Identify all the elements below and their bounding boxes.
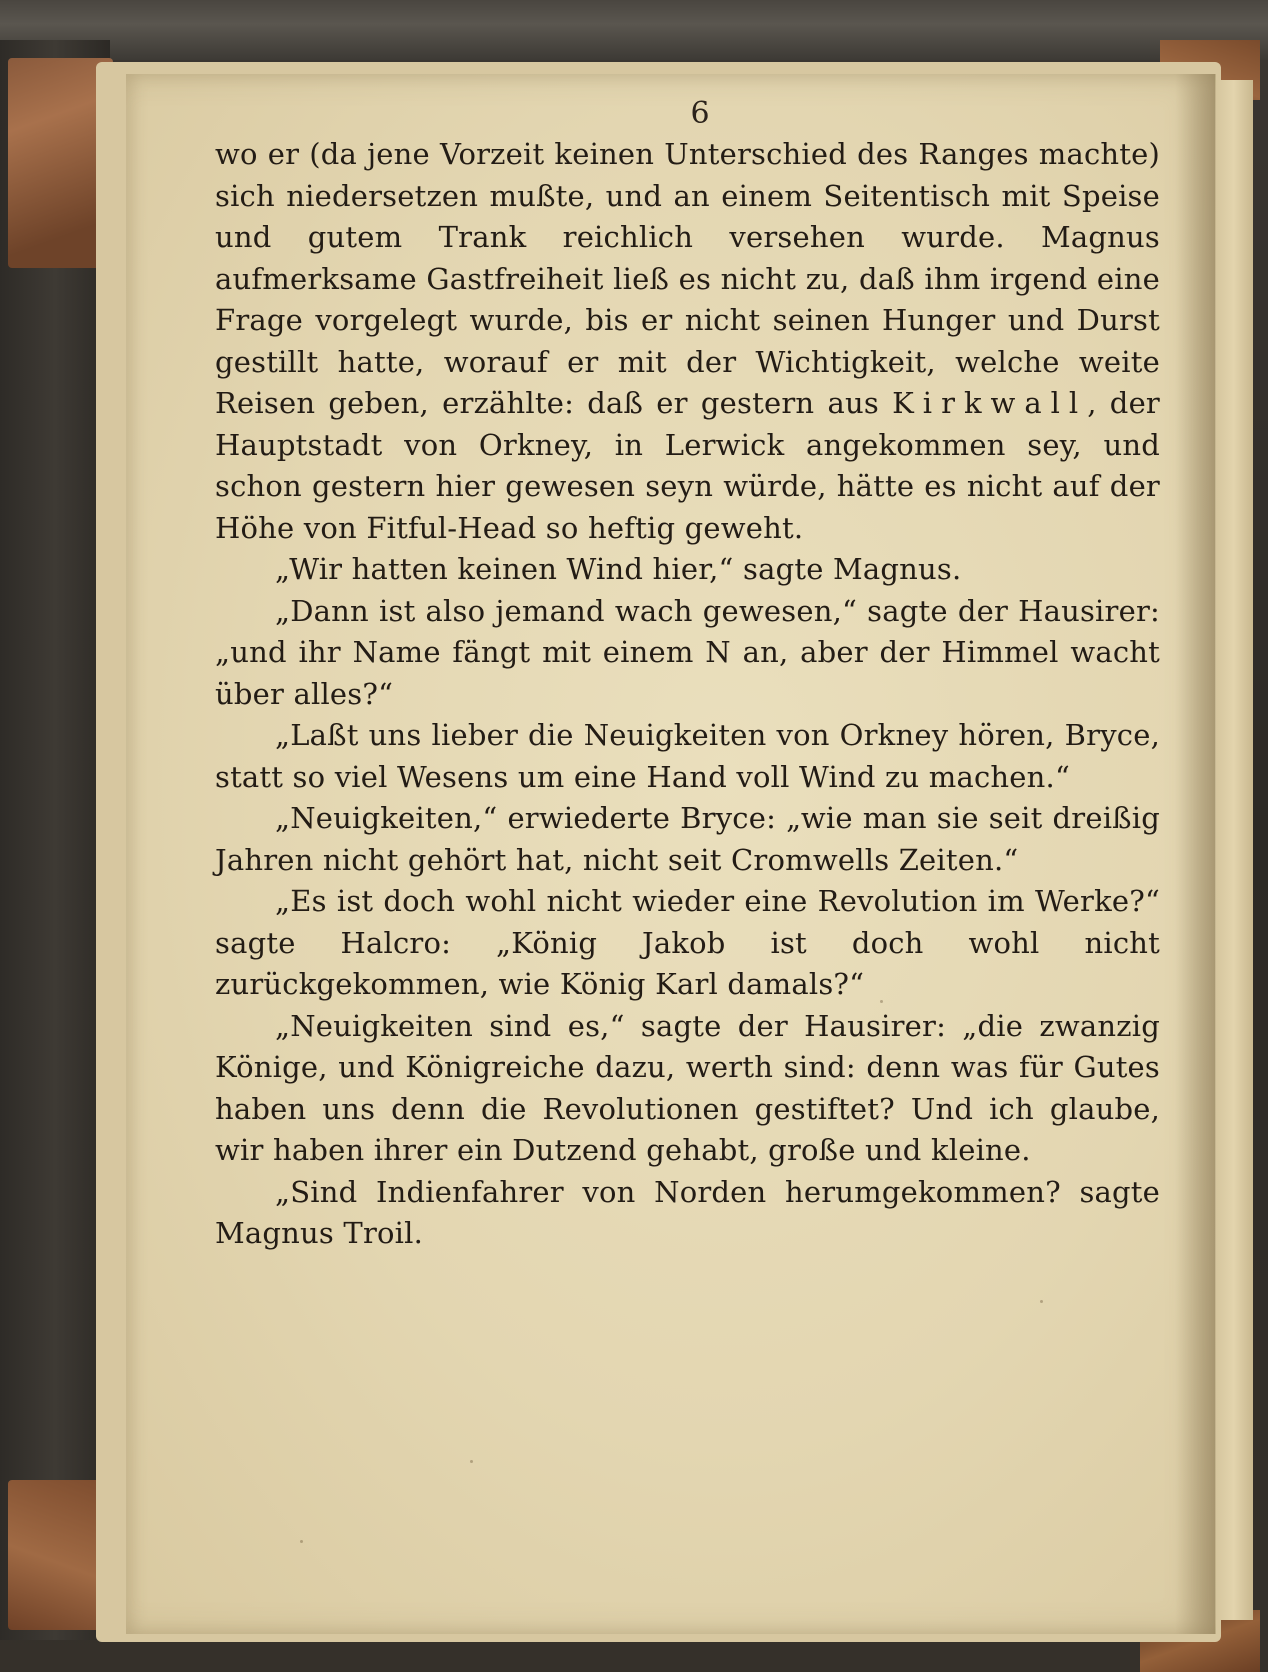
paragraph-1-text-b: , der Hauptstadt von Orkney, in Lerwick angekommen sey, und schon gestern hier gewesen seyn würde, hätte es nicht auf der Höhe von Fitful-Head so heftig geweht. — [215, 386, 1160, 545]
page-number: 6 — [690, 96, 710, 131]
cover-left-edge — [0, 40, 110, 1640]
spine-shadow — [1175, 74, 1215, 1634]
place-name-kirkwall: Kirkwall — [892, 386, 1088, 420]
page-text — [215, 134, 1160, 1255]
paragraph-3: „Dann ist also jemand wach gewesen,“ sagte der Hausirer: „und ihr Name fängt mit einem N an, aber der Himmel wacht über alles?“ — [215, 593, 1160, 711]
paragraph-5: „Neuigkeiten,“ erwiederte Bryce: „wie man sie seit dreißig Jahren nicht gehört hat, nicht seit Cromwells Zeiten.“ — [215, 801, 1160, 877]
paper-fleck — [300, 1540, 303, 1543]
paper-fleck — [470, 1460, 473, 1463]
paragraph-2: „Wir hatten keinen Wind hier,“ sagte Magnus. — [275, 552, 962, 586]
paragraph-1 — [215, 134, 1160, 549]
paper-fleck — [880, 1000, 883, 1003]
paragraph-6: „Es ist doch wohl nicht wieder eine Revolution im Werke?“ sagte Halcro: „König Jakob ist doch wohl nicht zurückgekommen, wie König Karl damals?“ — [215, 884, 1160, 1001]
paragraph-8: „Sind Indienfahrer von Norden herumgekommen? sagte Magnus Troil. — [215, 1174, 1160, 1250]
paragraph-4: „Laßt uns lieber die Neuigkeiten von Orkney hören, Bryce, statt so viel Wesens um eine Hand voll Wind zu machen.“ — [215, 718, 1160, 794]
paper-fleck — [1040, 1300, 1043, 1303]
paragraph-7: „Neuigkeiten sind es,“ sagte der Hausirer: „die zwanzig Könige, und Königreiche dazu, werth sind: denn was für Gutes haben uns denn die Revolutionen gestiftet? Und ich glaube, wir haben ihrer ein Dutzend gehabt, große und kleine. — [215, 1008, 1160, 1167]
paragraph-1-text-a: wo er (da jene Vorzeit keinen Unterschied des Ranges machte) sich niedersetzen mußte, und an einem Seitentisch mit Speise und gutem Trank reichlich versehen wurde. Magnus aufmerksame Gastfreiheit ließ es nicht zu, daß ihm irgend eine Frage vorgelegt wurde, bis er nicht seinen Hunger und Durst gestillt hatte, worauf er mit der Wichtigkeit, welche weite Reisen geben, erzählte: daß er gestern aus — [215, 137, 1160, 420]
cover-top-edge — [0, 0, 1268, 60]
